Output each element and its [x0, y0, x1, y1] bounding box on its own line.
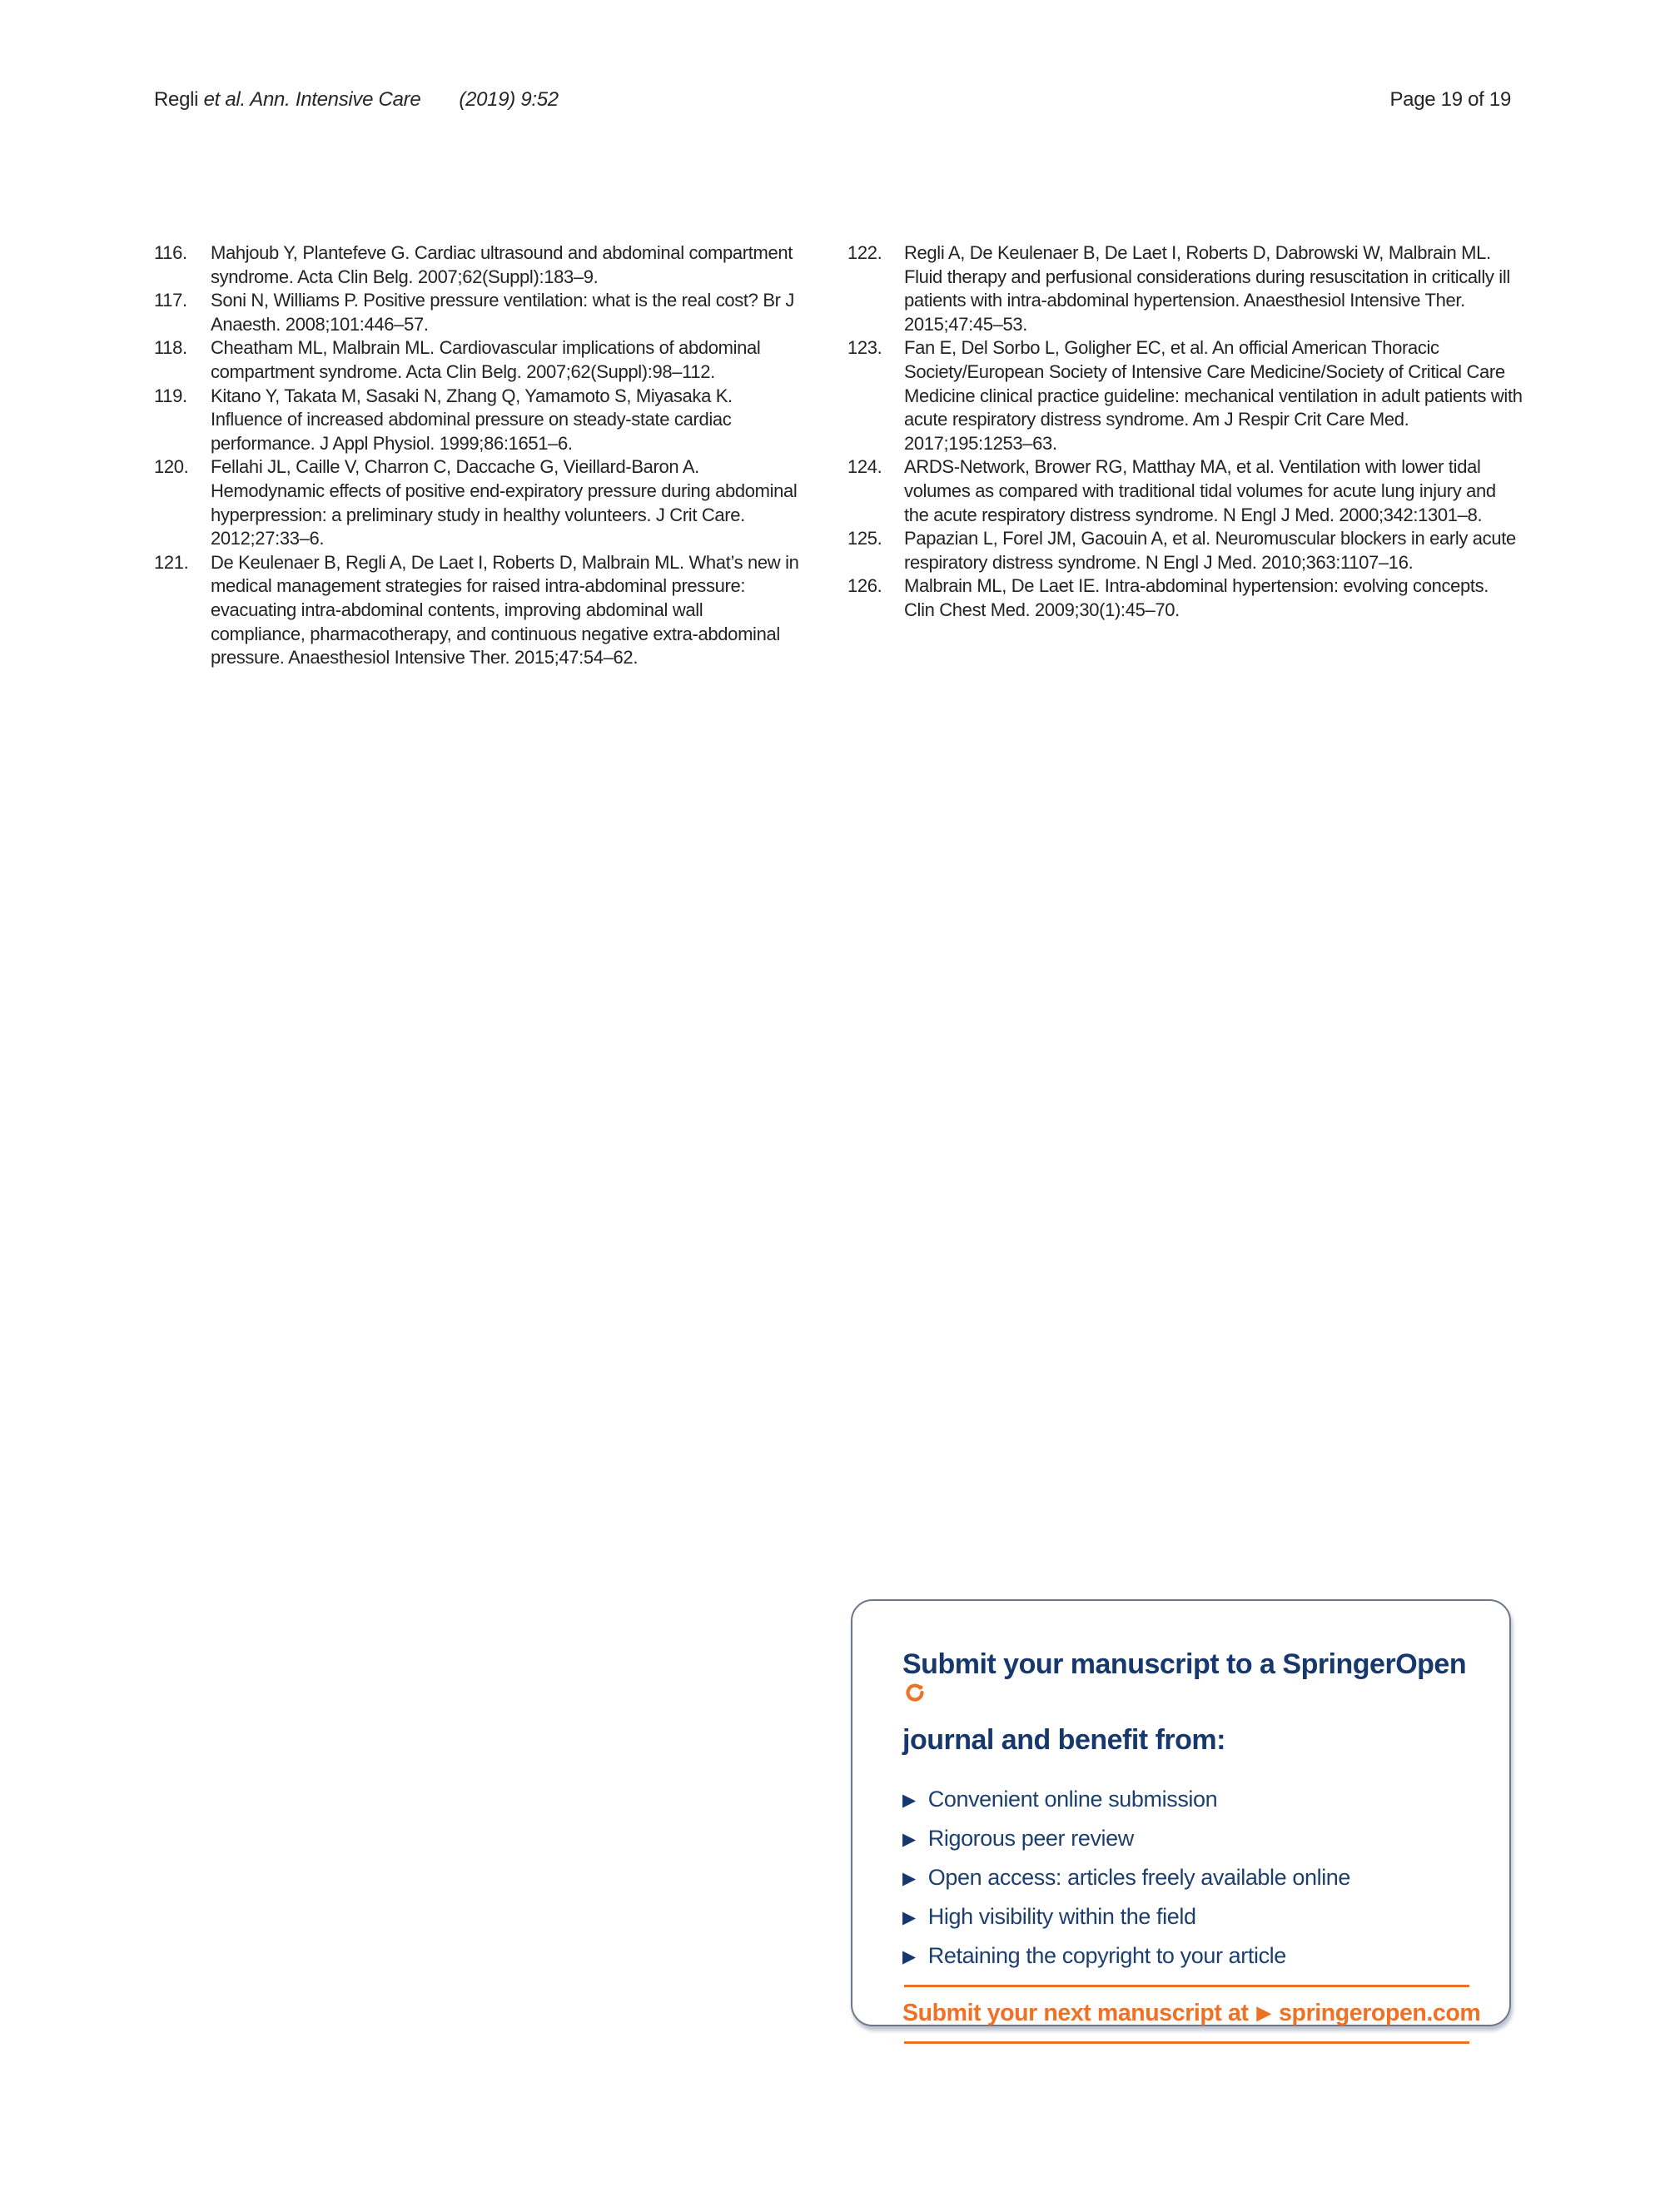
reference-number: 124.: [847, 456, 882, 478]
benefit-label: Open access: articles freely available online: [927, 1865, 1351, 1891]
submit-manuscript-box: [851, 1599, 1511, 2026]
journal-citation: [154, 88, 559, 112]
cta-prefix: Submit your next manuscript at: [902, 2000, 1249, 2027]
reference-item: [847, 574, 1523, 622]
benefit-label: High visibility within the field: [927, 1904, 1196, 1930]
reference-text: Malbrain ML, De Laet IE. Intra-abdominal hypertension: evolving concepts. Clin Chest Med. 2009;30(1):45–70.: [904, 575, 1489, 620]
reference-text: Kitano Y, Takata M, Sasaki N, Zhang Q, Yamamoto S, Miyasaka K. Influence of increased abdominal pressure on steady-state cardiac performance. J Appl Physiol. 1999;86:1651–6.: [211, 385, 733, 454]
references-column-right: [847, 241, 1523, 670]
submit-box-title: [902, 1646, 1471, 1759]
page-number: Page 19 of 19: [1389, 88, 1511, 111]
reference-number: 117.: [154, 290, 187, 311]
triangle-bullet-icon: ▶: [902, 1791, 916, 1811]
benefit-item: [902, 1898, 1471, 1937]
reference-item: [154, 289, 802, 336]
reference-text: Papazian L, Forel JM, Gacouin A, et al. Neuromuscular blockers in early acute respiratory distress syndrome. N Engl J Med. 2010;363:1107–16.: [904, 528, 1516, 573]
triangle-bullet-icon: ▶: [902, 1908, 916, 1928]
springeropen-link[interactable]: springeropen.com: [1279, 2000, 1481, 2027]
divider-bottom: [904, 2041, 1469, 2044]
triangle-bullet-icon: ▶: [1256, 2002, 1271, 2024]
benefits-list: [902, 1781, 1471, 1976]
springer-open-logo-icon: [906, 1683, 924, 1702]
references-column-left: [154, 241, 802, 670]
references-section: [154, 241, 1523, 670]
reference-text: ARDS-Network, Brower RG, Matthay MA, et al. Ventilation with lower tidal volumes as compared with traditional tidal volumes for acute lung injury and the acute respiratory distress syndrome. N Engl J Med. 2000;342:1301–8.: [904, 456, 1496, 525]
journal-title: et al. Ann. Intensive Care: [203, 88, 421, 111]
reference-number: 125.: [847, 528, 882, 549]
reference-number: 120.: [154, 456, 189, 478]
reference-text: Fan E, Del Sorbo L, Goligher EC, et al. An official American Thoracic Society/European Society of Intensive Care Medicine/Society of Critical Care Medicine clinical practice guideline: mechanical ventilation in adult patients with acute respiratory distress syndrome. Am J Respir Crit Care Med. 2017;195:1253–63.: [904, 337, 1523, 454]
citation-year-volume: (2019) 9:52: [459, 88, 559, 111]
submit-title-line1: Submit your manuscript to a SpringerOpen: [902, 1648, 1467, 1680]
submit-title-line2: journal and benefit from:: [902, 1724, 1225, 1757]
benefit-label: Convenient online submission: [927, 1787, 1218, 1812]
reference-item: [154, 241, 802, 289]
benefit-label: Rigorous peer review: [927, 1826, 1134, 1852]
reference-text: Fellahi JL, Caille V, Charron C, Daccache G, Vieillard-Baron A. Hemodynamic effects of positive end-expiratory pressure during abdominal hyperpression: a preliminary study in healthy volunteers. J Crit Care. 2012;27:33–6.: [211, 456, 798, 549]
benefit-item: [902, 1781, 1471, 1820]
reference-number: 122.: [847, 242, 882, 263]
benefit-item: [902, 1859, 1471, 1898]
triangle-bullet-icon: ▶: [902, 1830, 916, 1850]
reference-text: Soni N, Williams P. Positive pressure ventilation: what is the real cost? Br J Anaesth. 2008;101:446–57.: [211, 290, 795, 335]
reference-item: [154, 551, 802, 670]
reference-item: [154, 385, 802, 456]
reference-number: 123.: [847, 337, 882, 359]
benefit-label: Retaining the copyright to your article: [927, 1943, 1286, 1969]
author-name: Regli: [154, 88, 199, 111]
reference-item: [847, 336, 1523, 455]
submit-cta-line: [902, 2000, 1481, 2027]
reference-number: 121.: [154, 551, 189, 573]
reference-item: [154, 336, 802, 384]
reference-item: [847, 241, 1523, 336]
reference-number: 118.: [154, 337, 187, 359]
reference-text: Mahjoub Y, Plantefeve G. Cardiac ultrasound and abdominal compartment syndrome. Acta Clin Belg. 2007;62(Suppl):183–9.: [211, 242, 793, 287]
benefit-item: [902, 1820, 1471, 1859]
reference-number: 116.: [154, 242, 187, 263]
reference-text: De Keulenaer B, Regli A, De Laet I, Roberts D, Malbrain ML. What’s new in medical management strategies for raised intra-abdominal pressure: evacuating intra-abdominal contents, improving abdominal wall compliance, pharmacotherapy, and continuous negative extra-abdominal pressure. Anaesthesiol Intensive Ther. 2015;47:54–62.: [211, 551, 799, 669]
reference-item: [847, 455, 1523, 527]
triangle-bullet-icon: ▶: [902, 1947, 916, 1967]
page-header: [154, 88, 1511, 112]
benefit-item: [902, 1937, 1471, 1976]
reference-text: Cheatham ML, Malbrain ML. Cardiovascular implications of abdominal compartment syndrome. Acta Clin Belg. 2007;62(Suppl):98–112.: [211, 337, 761, 382]
reference-number: 119.: [154, 385, 187, 406]
reference-item: [154, 455, 802, 550]
triangle-bullet-icon: ▶: [902, 1869, 916, 1889]
reference-item: [847, 527, 1523, 574]
divider-top: [904, 1985, 1469, 1987]
reference-text: Regli A, De Keulenaer B, De Laet I, Roberts D, Dabrowski W, Malbrain ML. Fluid therapy and perfusional considerations during resuscitation in critically ill patients with intra-abdominal hypertension. Anaesthesiol Intensive Ther. 2015;47:45–53.: [904, 242, 1510, 335]
reference-number: 126.: [847, 575, 882, 597]
